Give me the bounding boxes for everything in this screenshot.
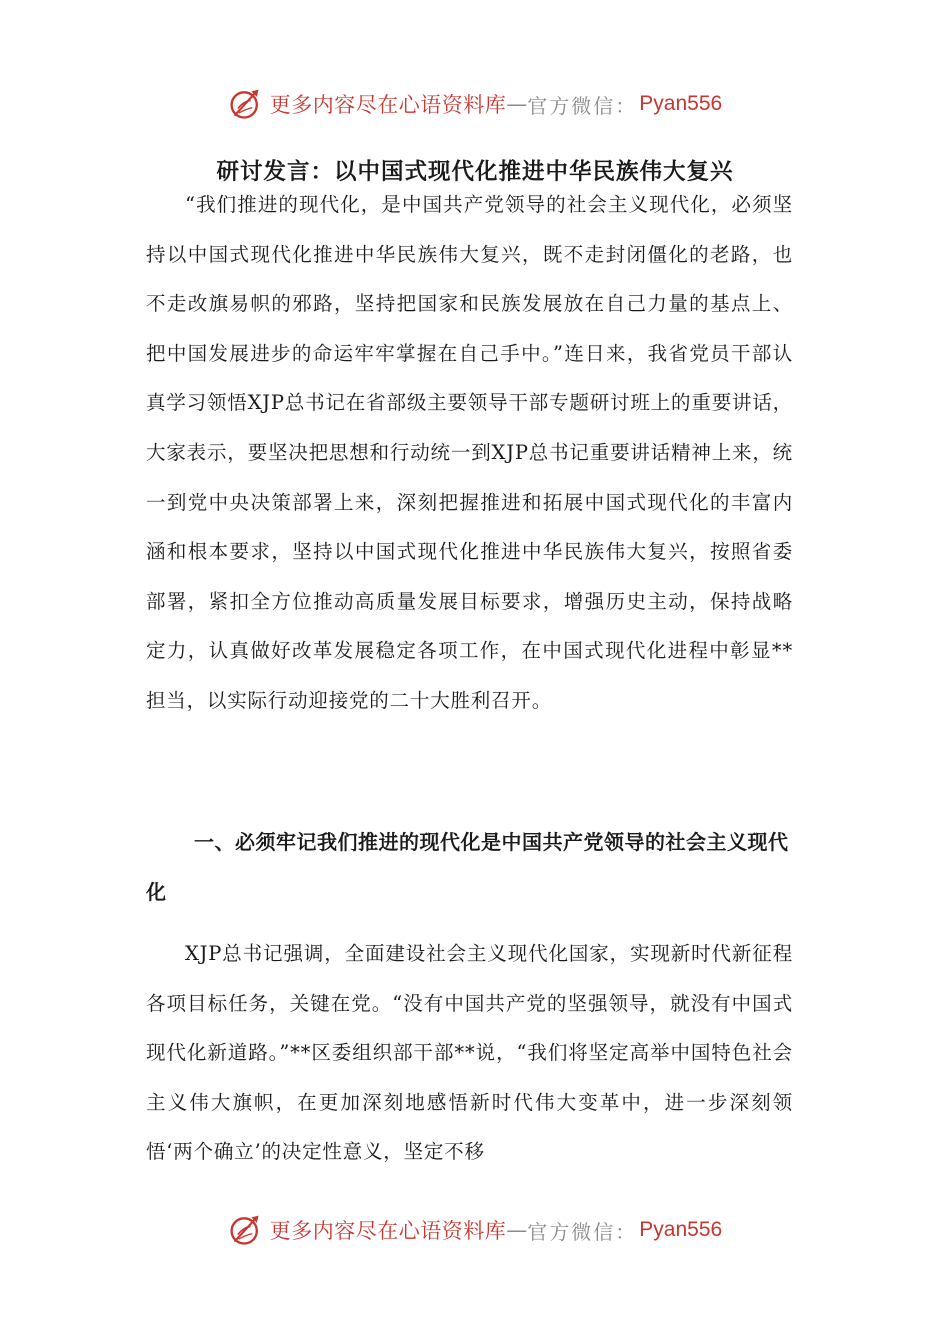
watermark-site-text: 更多内容尽在心语资料库 [269, 93, 507, 117]
watermark-dash: — [506, 1218, 528, 1242]
pen-logo-icon [228, 86, 264, 122]
section-heading-1: 一、必须牢记我们推进的现代化是中国共产党领导的社会主义现代化 [146, 830, 789, 904]
watermark-contact-id: Pyan556 [639, 1218, 723, 1241]
watermark-contact-label: 官方微信： [527, 93, 638, 118]
body-paragraph-2: XJP总书记强调，全面建设社会主义现代化国家，实现新时代新征程各项目标任务，关键在党。“没有中国共产党的坚强领导，就没有中国式现代化新道路。”**区委组织部干部**说，“我们将坚定高举中国特色社会主义伟大旗帜，在更加深刻地感悟新时代伟大变革中，进一步深刻领悟‘两个确立’的决定性意义，坚定不移 [146, 942, 793, 1164]
watermark-banner-top [0, 82, 950, 126]
watermark-contact-label: 官方微信： [527, 1219, 638, 1244]
watermark-banner-bottom [0, 1208, 950, 1252]
watermark-contact-id: Pyan556 [639, 92, 723, 115]
watermark-site-text: 更多内容尽在心语资料库 [269, 1219, 507, 1243]
pen-logo-icon [228, 1212, 264, 1248]
document-title: 研讨发言：以中国式现代化推进中华民族伟大复兴 [216, 159, 734, 185]
body-paragraph-1: “我们推进的现代化，是中国共产党领导的社会主义现代化，必须坚持以中国式现代化推进中华民族伟大复兴，既不走封闭僵化的老路，也不走改旗易帜的邪路，坚持把国家和民族发展放在自己力量的基点上、把中国发展进步的命运牢牢掌握在自己手中。”连日来，我省党员干部认真学习领悟XJP总书记在省部级主要领导干部专题研讨班上的重要讲话，大家表示，要坚决把思想和行动统一到XJP总书记重要讲话精神上来，统一到党中央决策部署上来，深刻把握推进和拓展中国式现代化的丰富内涵和根本要求，坚持以中国式现代化推进中华民族伟大复兴，按照省委部署，紧扣全方位推动高质量发展目标要求，增强历史主动，保持战略定力，认真做好改革发展稳定各项工作，在中国式现代化进程中彰显**担当，以实际行动迎接党的二十大胜利召开。 [146, 193, 793, 712]
watermark-dash: — [506, 92, 528, 116]
